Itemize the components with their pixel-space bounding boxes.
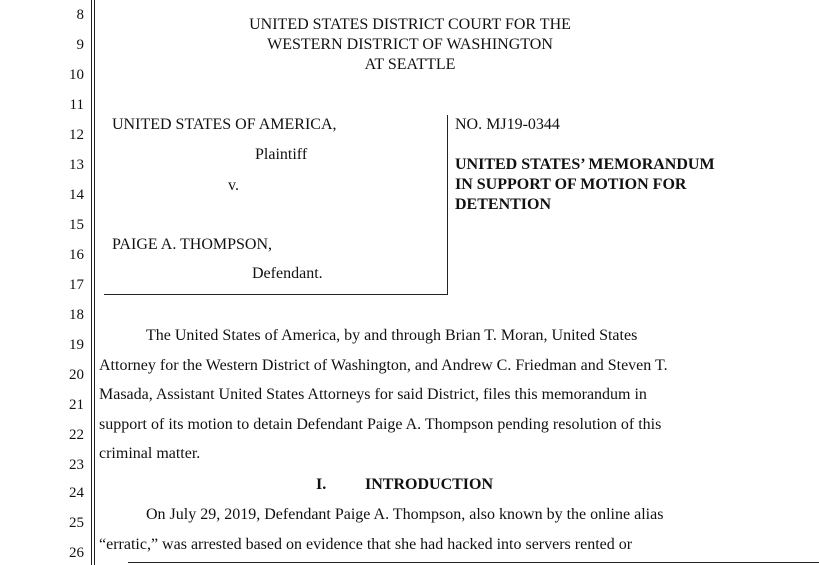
section-number: I. — [316, 476, 327, 493]
document-title-line-3: DETENTION — [455, 196, 552, 213]
body-text-line: Masada, Assistant United States Attorneys for said District, files this memorandum in — [99, 386, 647, 403]
line-number: 25 — [69, 515, 84, 531]
line-number: 12 — [69, 127, 84, 143]
line-number: 20 — [69, 367, 84, 383]
margin-rule — [94, 0, 95, 565]
line-number: 18 — [69, 307, 84, 323]
body-text-line: Attorney for the Western District of Washington, and Andrew C. Friedman and Steven T. — [99, 357, 668, 374]
line-number: 13 — [69, 157, 84, 173]
document-title-line-2: IN SUPPORT OF MOTION FOR — [455, 176, 687, 193]
line-number: 14 — [69, 187, 84, 203]
line-number: 26 — [69, 545, 84, 561]
line-number: 16 — [69, 247, 84, 263]
court-name-line-2: WESTERN DISTRICT OF WASHINGTON — [267, 36, 553, 53]
body-text-line: “erratic,” was arrested based on evidence that she had hacked into servers rented or — [99, 536, 633, 553]
line-number: 15 — [69, 217, 84, 233]
body-text-line: criminal matter. — [99, 445, 201, 462]
line-number: 21 — [69, 397, 84, 413]
body-text-line: support of its motion to detain Defendant Paige A. Thompson pending resolution of this — [99, 416, 662, 433]
section-title: INTRODUCTION — [365, 476, 494, 493]
court-name-line-1: UNITED STATES DISTRICT COURT FOR THE — [249, 16, 571, 33]
plaintiff-label: Plaintiff — [255, 146, 308, 163]
line-number: 11 — [69, 97, 84, 113]
body-text-line: The United States of America, by and through Brian T. Moran, United States — [146, 327, 638, 344]
line-number: 8 — [76, 7, 84, 23]
line-number: 23 — [69, 457, 84, 473]
document-title-line-1: UNITED STATES’ MEMORANDUM — [455, 156, 715, 173]
footer-rule — [128, 562, 819, 563]
line-number: 10 — [69, 67, 84, 83]
line-number: 24 — [69, 485, 84, 501]
line-number: 17 — [69, 277, 84, 293]
caption-bottom-rule — [104, 294, 448, 295]
body-text-line: On July 29, 2019, Defendant Paige A. Thompson, also known by the online alias — [146, 506, 664, 523]
line-number: 19 — [69, 337, 84, 353]
caption-divider — [447, 115, 448, 295]
case-number: NO. MJ19-0344 — [455, 116, 560, 133]
defendant-label: Defendant. — [252, 265, 323, 282]
margin-rule — [91, 0, 92, 565]
line-number: 22 — [69, 427, 84, 443]
versus: v. — [228, 177, 239, 194]
line-number: 9 — [76, 37, 84, 53]
defendant-name: PAIGE A. THOMPSON, — [112, 236, 273, 253]
court-location: AT SEATTLE — [364, 56, 456, 73]
plaintiff-name: UNITED STATES OF AMERICA, — [112, 116, 337, 133]
